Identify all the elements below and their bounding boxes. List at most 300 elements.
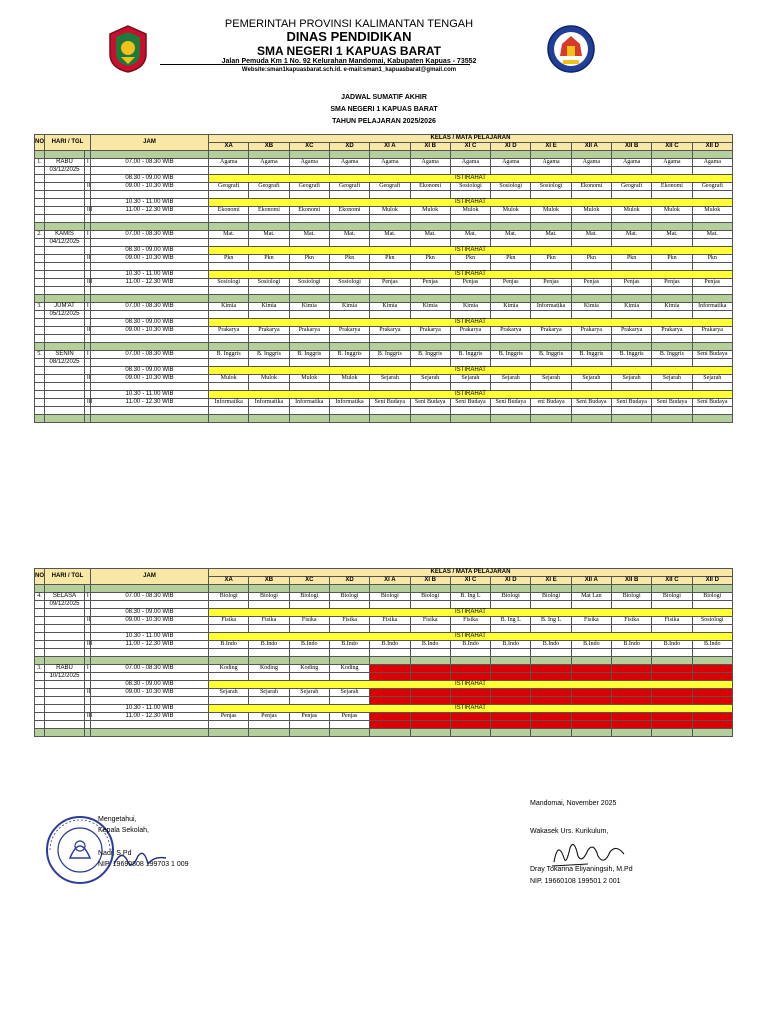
- break-blank: [35, 271, 45, 279]
- subject-cell: B.Indo: [652, 641, 692, 649]
- day-name: [45, 207, 85, 215]
- day-number-sub: [35, 359, 45, 367]
- subject-cell: Kimia: [209, 303, 249, 311]
- subject-blank: [450, 407, 490, 415]
- separator-cell: [329, 343, 369, 351]
- subject-cell: [410, 665, 450, 673]
- subject-blank: [410, 601, 450, 609]
- subject-cell: Prakarya: [491, 327, 531, 335]
- subject-cell: Mat.: [249, 231, 289, 239]
- day-number: [35, 255, 45, 263]
- subject-blank: [571, 721, 611, 729]
- separator-cell: [45, 151, 85, 159]
- day-date: [45, 697, 85, 705]
- subject-cell: Mat.: [531, 231, 571, 239]
- subject-cell: Informatika: [329, 399, 369, 407]
- subject-cell: Seni Budaya: [571, 399, 611, 407]
- subject-cell: Biologi: [410, 593, 450, 601]
- subject-blank: [531, 383, 571, 391]
- separator-cell: [370, 223, 410, 231]
- subject-cell: [450, 665, 490, 673]
- day-label: JUM'AT: [54, 303, 75, 309]
- separator-cell: [91, 223, 209, 231]
- separator-cell: [491, 657, 531, 665]
- class-header: XI E: [531, 143, 571, 151]
- subject-cell: Kimia: [611, 303, 651, 311]
- subject-blank: [571, 649, 611, 657]
- separator-cell: [450, 729, 490, 737]
- subject-blank: [410, 263, 450, 271]
- day-date: [45, 721, 85, 729]
- separator-cell: [571, 223, 611, 231]
- session-time: 09.00 - 10.30 WIB: [91, 255, 209, 263]
- subject-cell: B. Inggris: [531, 351, 571, 359]
- principal-role: Kepala Sekolah,: [98, 827, 149, 834]
- day-number: 1.: [35, 159, 45, 167]
- day-number-sub: [35, 215, 45, 223]
- subject-cell: Koding: [329, 665, 369, 673]
- subject-blank: [571, 359, 611, 367]
- session-row: [35, 327, 733, 335]
- separator-cell: [491, 415, 531, 423]
- subject-blank: [450, 721, 490, 729]
- col-header-no: NO: [35, 569, 45, 585]
- subject-cell: Sosiologi: [531, 183, 571, 191]
- subject-cell: Biologi: [370, 593, 410, 601]
- separator-cell: [491, 223, 531, 231]
- subject-blank: [450, 311, 490, 319]
- subject-blank: [692, 625, 732, 633]
- class-header: XI E: [531, 577, 571, 585]
- day-number-sub: [35, 673, 45, 681]
- subject-blank: [571, 335, 611, 343]
- subject-cell: B. Ing L: [491, 617, 531, 625]
- subject-cell: B.Indo: [410, 641, 450, 649]
- day-name: [45, 665, 85, 673]
- subject-cell: [611, 713, 651, 721]
- separator-row: [35, 223, 733, 231]
- subject-blank: [370, 383, 410, 391]
- subject-cell: Agama: [249, 159, 289, 167]
- subject-blank: [329, 167, 369, 175]
- sign-date: Mandomai, November 2025: [530, 800, 617, 807]
- separator-cell: [652, 343, 692, 351]
- subject-cell: Sosiologi: [249, 279, 289, 287]
- subject-cell: B. Inggris: [249, 351, 289, 359]
- subject-cell: Fisika: [249, 617, 289, 625]
- subject-blank: [611, 383, 651, 391]
- session-row: [35, 665, 733, 673]
- break-row: [35, 633, 733, 641]
- break-label: ISTIRAHAT: [209, 271, 733, 279]
- subject-blank: [209, 311, 249, 319]
- session-row: [35, 159, 733, 167]
- break-blank: [45, 271, 85, 279]
- subject-blank: [450, 601, 490, 609]
- separator-cell: [611, 151, 651, 159]
- subject-cell: Pkn: [410, 255, 450, 263]
- class-header: XI A: [370, 143, 410, 151]
- break-label: ISTIRAHAT: [209, 681, 733, 689]
- subject-cell: Mulok: [692, 207, 732, 215]
- subject-cell: Mulok: [410, 207, 450, 215]
- sub-row: [35, 407, 733, 415]
- separator-cell: [35, 151, 45, 159]
- subject-cell: Prakarya: [531, 327, 571, 335]
- break-label: ISTIRAHAT: [209, 319, 733, 327]
- break-blank: [45, 633, 85, 641]
- day-date: [45, 649, 85, 657]
- subject-blank: [531, 359, 571, 367]
- day-date: 03/12/2025: [45, 167, 85, 175]
- subject-cell: Ekonomi: [571, 183, 611, 191]
- separator-cell: [45, 415, 85, 423]
- session-row: [35, 207, 733, 215]
- session-number: III: [85, 279, 91, 287]
- subject-cell: Biologi: [329, 593, 369, 601]
- subject-cell: Sejarah: [491, 375, 531, 383]
- subject-cell: B.Indo: [611, 641, 651, 649]
- class-header: XI C: [450, 577, 490, 585]
- subject-blank: [370, 407, 410, 415]
- day-date: [45, 407, 85, 415]
- day-label: SENIN: [55, 351, 74, 357]
- subject-cell: Geografi: [692, 183, 732, 191]
- break-blank: [45, 391, 85, 399]
- subject-cell: Kimia: [410, 303, 450, 311]
- subject-blank: [531, 311, 571, 319]
- subject-cell: Fisika: [329, 617, 369, 625]
- subject-blank: [491, 263, 531, 271]
- break-blank: [35, 681, 45, 689]
- separator-cell: [370, 657, 410, 665]
- separator-cell: [91, 657, 209, 665]
- separator-cell: [370, 729, 410, 737]
- break-blank: [45, 247, 85, 255]
- subject-cell: Pkn: [571, 255, 611, 263]
- day-label: SELASA: [52, 593, 77, 599]
- subject-blank: [249, 263, 289, 271]
- separator-cell: [91, 343, 209, 351]
- subject-blank: [652, 335, 692, 343]
- col-header-no: NO: [35, 135, 45, 151]
- subject-cell: B.Indo: [209, 641, 249, 649]
- subject-cell: [370, 713, 410, 721]
- subject-cell: Penjas: [450, 279, 490, 287]
- day-date: 08/12/2025: [45, 359, 85, 367]
- subject-blank: [329, 407, 369, 415]
- subject-cell: [652, 689, 692, 697]
- break-blank: [35, 175, 45, 183]
- subject-blank: [491, 407, 531, 415]
- separator-cell: [531, 729, 571, 737]
- subject-blank: [571, 215, 611, 223]
- subject-blank: [410, 359, 450, 367]
- curriculum-signature-icon: [548, 836, 628, 870]
- subject-blank: [692, 263, 732, 271]
- day-name: [45, 183, 85, 191]
- subject-cell: Agama: [692, 159, 732, 167]
- day-number: [35, 375, 45, 383]
- session-number: I: [85, 231, 91, 239]
- session-number: II: [85, 375, 91, 383]
- subject-blank: [692, 311, 732, 319]
- break-blank: [35, 633, 45, 641]
- session-row: [35, 593, 733, 601]
- separator-cell: [329, 585, 369, 593]
- subject-cell: Mulok: [571, 207, 611, 215]
- separator-cell: [611, 729, 651, 737]
- subject-blank: [209, 335, 249, 343]
- subject-blank: [692, 191, 732, 199]
- separator-cell: [91, 151, 209, 159]
- subject-cell: B. Inggris: [491, 351, 531, 359]
- subject-blank: [249, 191, 289, 199]
- subject-cell: Mulok: [611, 207, 651, 215]
- separator-cell: [652, 223, 692, 231]
- day-number: 4.: [35, 593, 45, 601]
- subject-blank: [611, 239, 651, 247]
- subject-blank: [289, 287, 329, 295]
- subject-cell: Agama: [289, 159, 329, 167]
- separator-cell: [370, 295, 410, 303]
- subject-cell: Informatika: [249, 399, 289, 407]
- subject-cell: Fisika: [289, 617, 329, 625]
- sub-row: [35, 167, 733, 175]
- separator-cell: [209, 729, 249, 737]
- session-time: 07.00 - 08.30 WIB: [91, 159, 209, 167]
- subject-cell: Geografi: [209, 183, 249, 191]
- subject-blank: [692, 359, 732, 367]
- subject-blank: [209, 383, 249, 391]
- subject-cell: Biologi: [209, 593, 249, 601]
- subject-blank: [491, 311, 531, 319]
- day-number-sub: [35, 239, 45, 247]
- subject-cell: Sosiologi: [692, 617, 732, 625]
- separator-cell: [249, 415, 289, 423]
- subject-blank: [289, 673, 329, 681]
- subject-blank: [410, 625, 450, 633]
- subject-blank: [611, 407, 651, 415]
- separator-cell: [35, 729, 45, 737]
- time-blank: [91, 191, 209, 199]
- class-header: XII D: [692, 143, 732, 151]
- separator-cell: [652, 151, 692, 159]
- subject-blank: [410, 167, 450, 175]
- sub-row: [35, 625, 733, 633]
- subject-cell: Sosiologi: [289, 279, 329, 287]
- subject-cell: Ekonomi: [289, 207, 329, 215]
- day-number-sub: [35, 601, 45, 609]
- subject-blank: [531, 625, 571, 633]
- class-header: XC: [289, 577, 329, 585]
- session-time: 09.00 - 10.30 WIB: [91, 375, 209, 383]
- subject-cell: [571, 665, 611, 673]
- session-row: [35, 617, 733, 625]
- separator-cell: [491, 729, 531, 737]
- subject-cell: Geografi: [249, 183, 289, 191]
- time-blank: [91, 407, 209, 415]
- subject-blank: [692, 407, 732, 415]
- session-number: I: [85, 351, 91, 359]
- subject-cell: B. Inggris: [209, 351, 249, 359]
- subject-blank: [329, 649, 369, 657]
- day-date: [45, 263, 85, 271]
- subject-cell: [450, 713, 490, 721]
- subject-cell: Sejarah: [370, 375, 410, 383]
- class-header: XI D: [491, 577, 531, 585]
- subject-blank: [289, 239, 329, 247]
- curriculum-name: Dray Tokarina Eliyaningsih, M.Pd: [530, 866, 633, 873]
- time-blank: [91, 215, 209, 223]
- separator-cell: [531, 343, 571, 351]
- separator-cell: [611, 223, 651, 231]
- day-name: [45, 159, 85, 167]
- sub-row: [35, 359, 733, 367]
- separator-cell: [611, 295, 651, 303]
- subject-blank: [370, 649, 410, 657]
- subject-blank: [289, 383, 329, 391]
- subject-blank: [329, 383, 369, 391]
- separator-cell: [249, 343, 289, 351]
- subject-cell: Agama: [652, 159, 692, 167]
- session-row: [35, 399, 733, 407]
- separator-cell: [652, 657, 692, 665]
- subject-blank: [571, 601, 611, 609]
- subject-cell: Sejarah: [209, 689, 249, 697]
- break-row: [35, 681, 733, 689]
- break-blank: [45, 367, 85, 375]
- class-header: XI B: [410, 143, 450, 151]
- subject-cell: Mat.: [450, 231, 490, 239]
- subject-cell: Kimia: [249, 303, 289, 311]
- subject-blank: [571, 167, 611, 175]
- time-blank: [91, 239, 209, 247]
- day-name: [45, 279, 85, 287]
- subject-blank: [531, 407, 571, 415]
- subject-cell: Sosiologi: [450, 183, 490, 191]
- signature-block-principal: [40, 808, 300, 898]
- day-number: [35, 713, 45, 721]
- session-time: 09.00 - 10.30 WIB: [91, 617, 209, 625]
- subject-cell: B. Inggris: [450, 351, 490, 359]
- subject-blank: [249, 167, 289, 175]
- subject-blank: [249, 359, 289, 367]
- subject-cell: [611, 689, 651, 697]
- subject-blank: [410, 697, 450, 705]
- subject-cell: eni Budaya: [531, 399, 571, 407]
- day-number: [35, 207, 45, 215]
- separator-cell: [45, 295, 85, 303]
- subject-blank: [531, 335, 571, 343]
- title-line-3: TAHUN PELAJARAN 2025/2026: [332, 118, 436, 125]
- subject-cell: Sosiologi: [491, 183, 531, 191]
- subject-cell: Kimia: [571, 303, 611, 311]
- break-time: 10.30 - 11.00 WIB: [91, 391, 209, 399]
- separator-cell: [692, 585, 732, 593]
- subject-cell: B. Inggris: [370, 351, 410, 359]
- subject-cell: Penjas: [209, 713, 249, 721]
- subject-cell: Sejarah: [692, 375, 732, 383]
- break-time: 08.30 - 09.00 WIB: [91, 175, 209, 183]
- subject-cell: Biologi: [652, 593, 692, 601]
- break-time: 10.30 - 11.00 WIB: [91, 271, 209, 279]
- subject-blank: [611, 625, 651, 633]
- separator-cell: [611, 657, 651, 665]
- time-blank: [91, 383, 209, 391]
- separator-cell: [249, 295, 289, 303]
- school-name: SMA NEGERI 1 KAPUAS BARAT: [256, 44, 441, 58]
- session-row: [35, 351, 733, 359]
- subject-blank: [652, 673, 692, 681]
- subject-cell: Mulok: [370, 207, 410, 215]
- day-date: [45, 625, 85, 633]
- session-number: I: [85, 159, 91, 167]
- subject-cell: Kimia: [491, 303, 531, 311]
- subject-cell: Agama: [491, 159, 531, 167]
- separator-cell: [289, 657, 329, 665]
- class-header: XD: [329, 577, 369, 585]
- break-blank: [45, 175, 85, 183]
- subject-blank: [571, 625, 611, 633]
- session-time: 09.00 - 10.30 WIB: [91, 183, 209, 191]
- class-header: XII A: [571, 143, 611, 151]
- subject-cell: B.Indo: [571, 641, 611, 649]
- subject-blank: [450, 649, 490, 657]
- subject-blank: [571, 383, 611, 391]
- break-label: ISTIRAHAT: [209, 247, 733, 255]
- separator-cell: [531, 151, 571, 159]
- break-label: ISTIRAHAT: [209, 367, 733, 375]
- subject-blank: [370, 287, 410, 295]
- subject-blank: [652, 407, 692, 415]
- subject-cell: [531, 665, 571, 673]
- separator-cell: [410, 657, 450, 665]
- session-number: III: [85, 713, 91, 721]
- session-time: 07.00 - 08.30 WIB: [91, 351, 209, 359]
- separator-cell: [692, 657, 732, 665]
- subject-blank: [209, 601, 249, 609]
- subject-cell: B.Indo: [329, 641, 369, 649]
- subject-blank: [370, 239, 410, 247]
- subject-blank: [450, 263, 490, 271]
- subject-blank: [450, 239, 490, 247]
- day-label: RABU: [56, 159, 73, 165]
- subject-blank: [611, 311, 651, 319]
- separator-cell: [692, 729, 732, 737]
- subject-blank: [450, 383, 490, 391]
- subject-blank: [692, 287, 732, 295]
- subject-cell: Prakarya: [289, 327, 329, 335]
- subject-cell: B.Indo: [289, 641, 329, 649]
- subject-blank: [652, 649, 692, 657]
- break-blank: [35, 199, 45, 207]
- subject-blank: [491, 239, 531, 247]
- header-row: [35, 569, 733, 577]
- col-header-jam: JAM: [91, 135, 209, 151]
- class-header: XI B: [410, 577, 450, 585]
- subject-blank: [491, 649, 531, 657]
- subject-cell: B.Indo: [491, 641, 531, 649]
- subject-cell: Prakarya: [410, 327, 450, 335]
- day-number: [35, 399, 45, 407]
- header-row: [35, 135, 733, 143]
- separator-cell: [249, 585, 289, 593]
- sub-row: [35, 287, 733, 295]
- subject-blank: [571, 673, 611, 681]
- day-name: [45, 399, 85, 407]
- session-number: II: [85, 689, 91, 697]
